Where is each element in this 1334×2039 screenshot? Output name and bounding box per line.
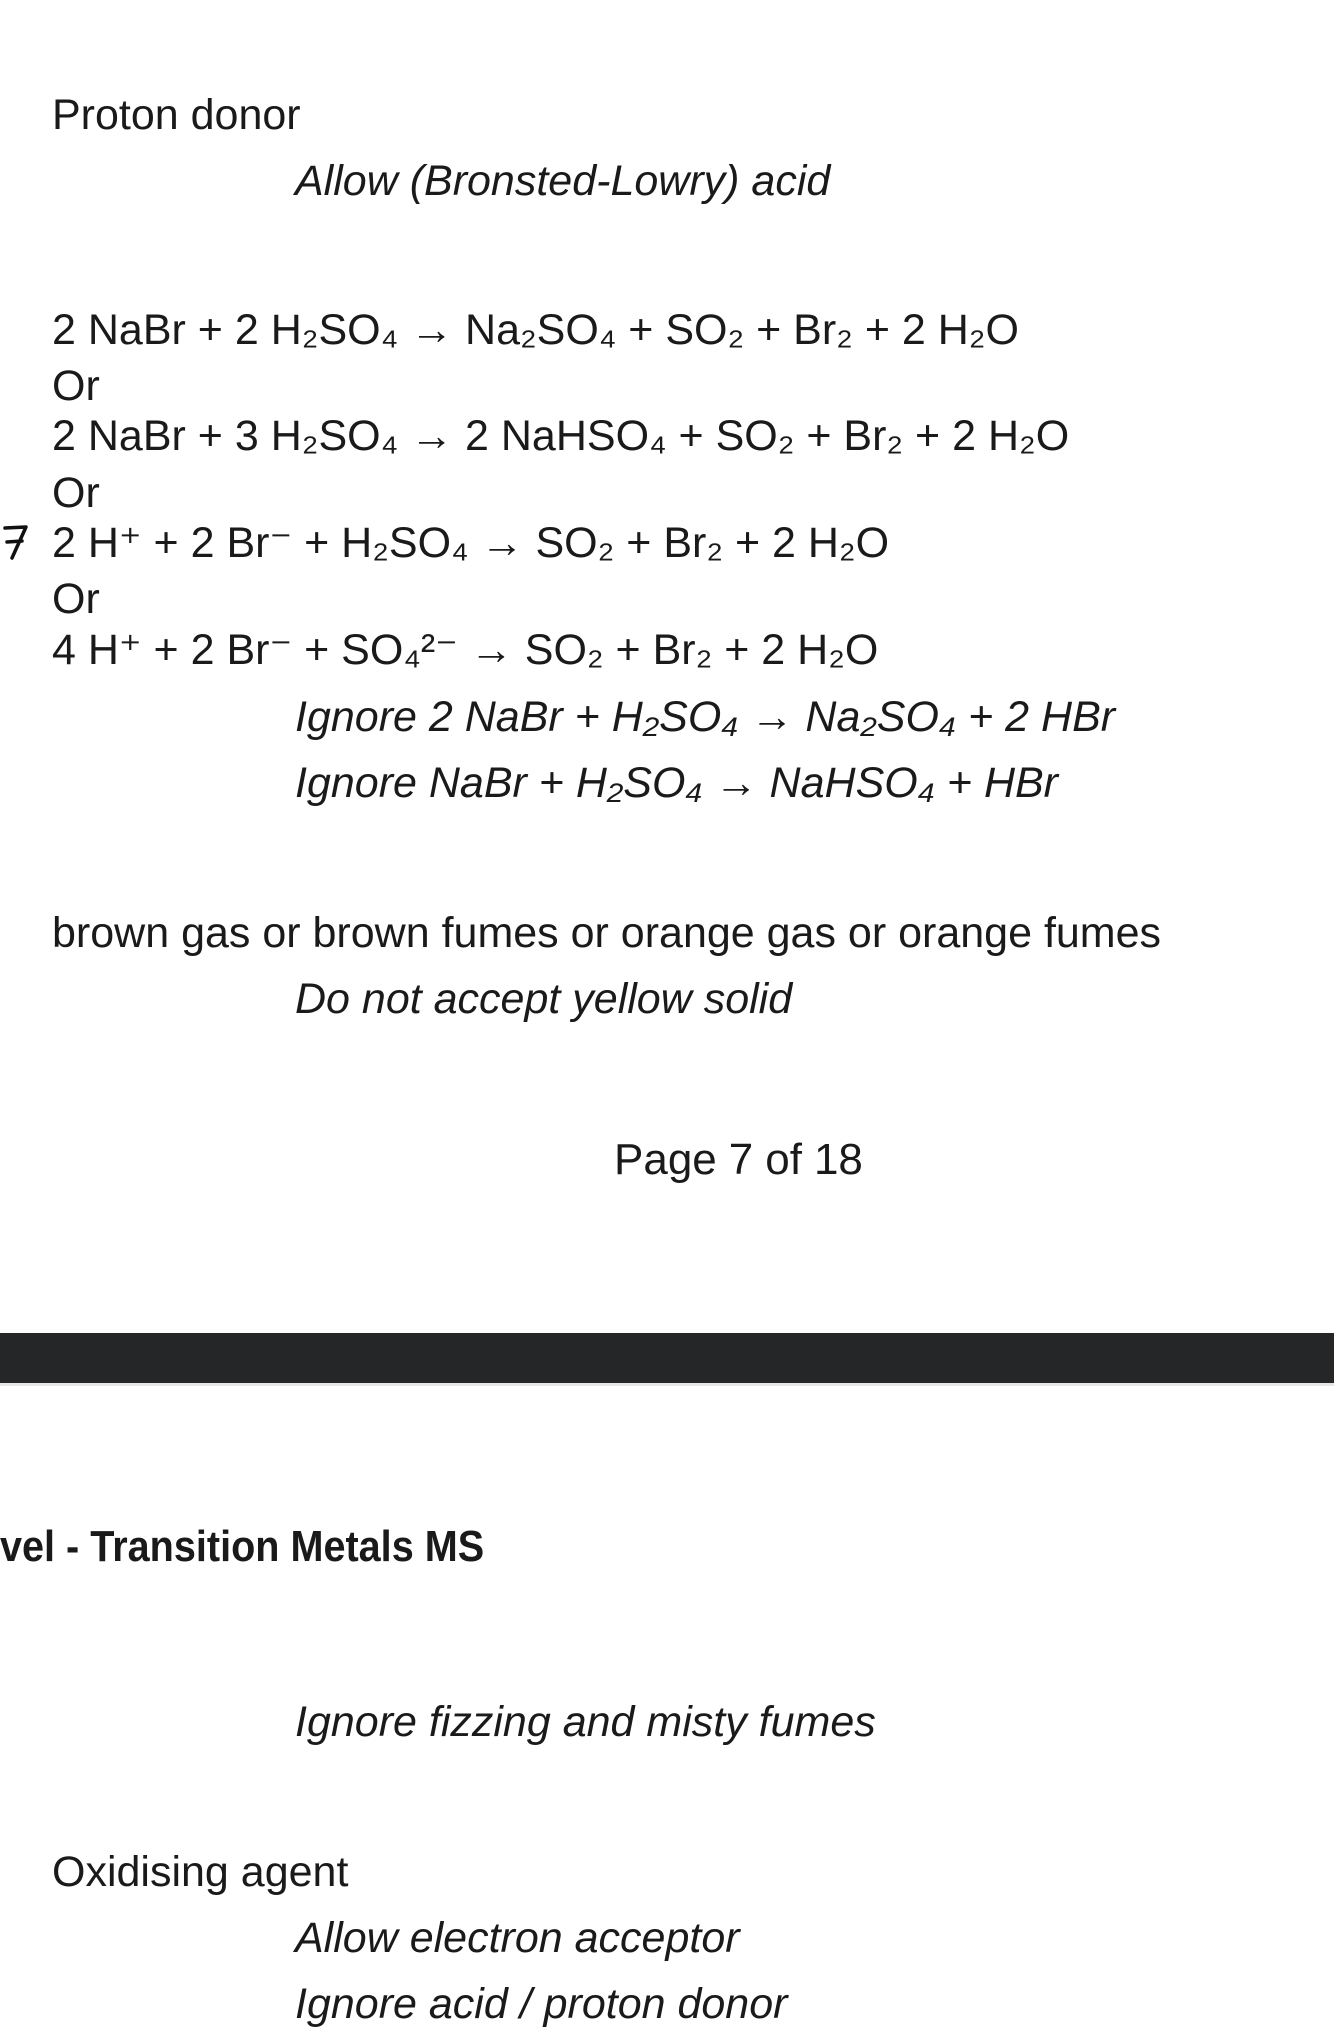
or-label-3: Or <box>52 575 100 623</box>
note-ignore-acid: Ignore acid / proton donor <box>295 1980 788 2028</box>
or-label-2: Or <box>52 469 100 517</box>
note-ignore-fizzing: Ignore fizzing and misty fumes <box>295 1698 876 1746</box>
page-word: Page <box>614 1135 717 1184</box>
ignore-note-2: Ignore NaBr + H₂SO₄ → NaHSO₄ + HBr <box>295 759 1058 807</box>
answer-proton-donor: Proton donor <box>52 91 301 139</box>
note-allow-acid: Allow (Bronsted-Lowry) acid <box>295 157 831 205</box>
answer-brown-gas: brown gas or brown fumes or orange gas or orange fumes <box>52 909 1162 957</box>
ignore-note-1: Ignore 2 NaBr + H₂SO₄ → Na₂SO₄ + 2 HBr <box>295 693 1116 741</box>
page-divider <box>0 1333 1334 1383</box>
note-not-yellow-solid: Do not accept yellow solid <box>295 975 793 1023</box>
page-divider-edge <box>0 1383 1334 1386</box>
answer-oxidising-agent: Oxidising agent <box>52 1848 349 1896</box>
page-number-label <box>614 1135 875 1185</box>
equation-1: 2 NaBr + 2 H₂SO₄ → Na₂SO₄ + SO₂ + Br₂ + 2 H₂O <box>52 306 1019 354</box>
equation-4: 4 H⁺ + 2 Br⁻ + SO₄²⁻ → SO₂ + Br₂ + 2 H₂O <box>52 626 879 674</box>
or-label-1: Or <box>52 362 100 410</box>
equation-2: 2 NaBr + 3 H₂SO₄ → 2 NaHSO₄ + SO₂ + Br₂ + 2 H₂O <box>52 412 1070 460</box>
section-title: vel - Transition Metals MS <box>0 1522 485 1571</box>
page-total: 18 <box>813 1135 863 1184</box>
page-of-word: of <box>765 1135 802 1184</box>
page-current: 7 <box>728 1135 754 1184</box>
equation-3: 2 H⁺ + 2 Br⁻ + H₂SO₄ → SO₂ + Br₂ + 2 H₂O <box>52 519 890 567</box>
handwritten-mark-icon <box>2 522 30 562</box>
note-electron-acceptor: Allow electron acceptor <box>295 1914 740 1962</box>
